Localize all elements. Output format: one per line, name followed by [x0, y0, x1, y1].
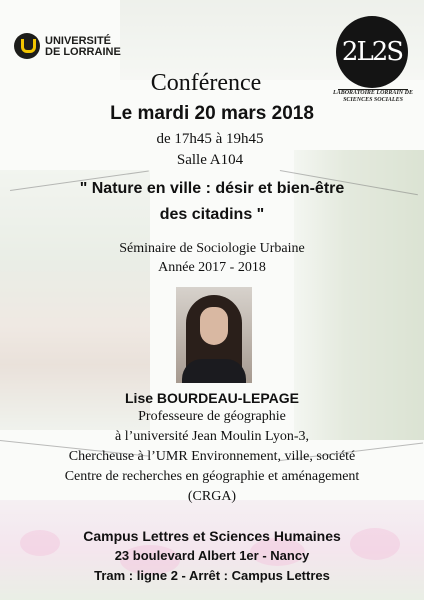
university-logo-icon	[14, 33, 40, 59]
speaker-first-name: Lise	[125, 390, 154, 406]
event-title-line2: des citadins "	[159, 206, 265, 223]
venue-transport: Tram : ligne 2 - Arrêt : Campus Lettres	[94, 568, 330, 583]
speaker-last-name: BOURDEAU-LEPAGE	[156, 390, 299, 406]
event-type: Conférence	[150, 70, 262, 96]
speaker-face	[200, 307, 228, 345]
event-date: Le mardi 20 mars 2018	[110, 103, 314, 124]
university-name-line2: DE LORRAINE	[45, 46, 121, 58]
venue-address: 23 boulevard Albert 1er - Nancy	[114, 548, 310, 563]
university-name	[45, 36, 121, 58]
speaker-role-line4: Centre de recherches en géographie et aménagement	[64, 469, 360, 484]
speaker-clothing	[182, 359, 246, 383]
speaker-role-line3: Chercheuse à l’UMR Environnement, ville, société	[68, 449, 356, 464]
lab-caption: LABORATOIRE LORRAIN DE SCIENCES SOCIALES	[333, 90, 413, 103]
event-title-line1: " Nature en ville : désir et bien-être	[79, 180, 345, 197]
seminar-year: Année 2017 - 2018	[158, 260, 266, 275]
event-time: de 17h45 à 19h45	[156, 131, 264, 147]
speaker-name	[0, 389, 424, 407]
lab-logo-icon: 2L2S	[336, 16, 408, 88]
university-name-line1: UNIVERSITÉ	[45, 35, 112, 47]
speaker-role-line5: (CRGA)	[187, 489, 237, 504]
event-room: Salle A104	[176, 152, 244, 168]
venue-campus: Campus Lettres et Sciences Humaines	[83, 528, 341, 544]
speaker-role-line1: Professeure de géographie	[138, 409, 286, 424]
speaker-photo	[176, 287, 252, 383]
seminar-name: Séminaire de Sociologie Urbaine	[119, 241, 305, 256]
speaker-role-line2: à l’université Jean Moulin Lyon-3,	[114, 429, 310, 444]
